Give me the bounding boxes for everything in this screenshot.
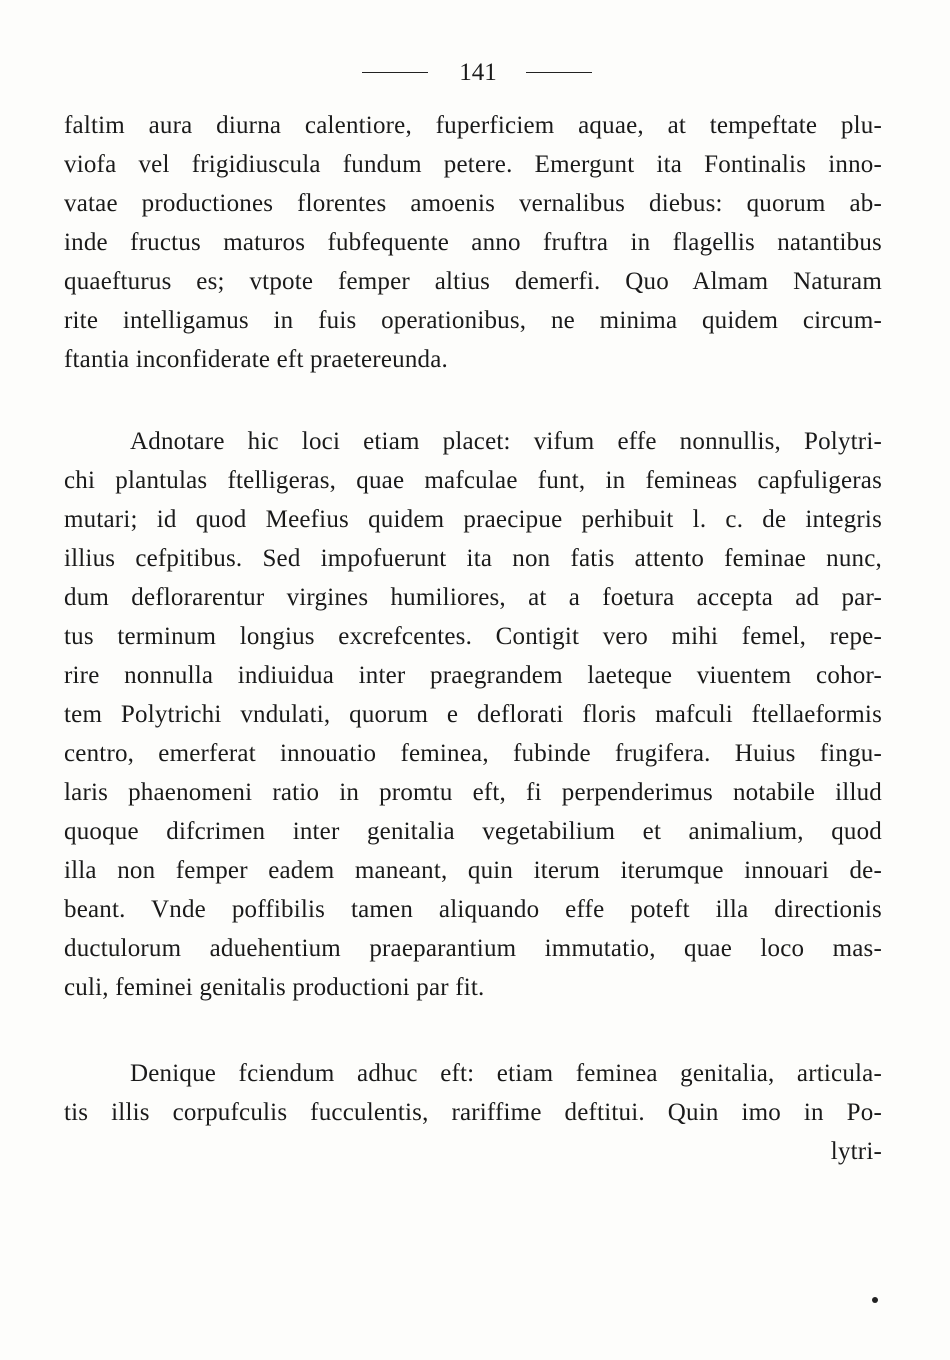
text-line: viofa vel frigidiuscula fundum petere. Emergunt ita Fontinalis inno- (64, 151, 882, 178)
text-line: Denique fciendum adhuc eft: etiam feminea genitalia, articula- (130, 1060, 882, 1087)
text-line: tus terminum longius excrefcentes. Contigit vero mihi femel, repe- (64, 623, 882, 650)
text-line: illius cefpitibus. Sed impofuerunt ita non fatis attento feminae nunc, (64, 545, 882, 572)
header-rule-left (362, 72, 428, 73)
text-line: rire nonnulla indiuidua inter praegrandem laeteque viuentem cohor- (64, 662, 882, 689)
page-number: 141 (459, 59, 497, 86)
text-line: ftantia inconfiderate eft praetereunda. (64, 346, 448, 373)
text-line: faltim aura diurna calentiore, fuperficiem aquae, at tempeftate plu- (64, 112, 882, 139)
catchword: lytri- (830, 1138, 882, 1165)
text-line: centro, emerferat innouatio feminea, fubinde frugifera. Huius fingu- (64, 740, 882, 767)
text-line: tis illis corpufculis fucculentis, rariffime deftitui. Quin imo in Po- (64, 1099, 882, 1126)
page-header (0, 58, 950, 88)
paragraph-3 (64, 1054, 882, 1171)
text-line: Adnotare hic loci etiam placet: vifum effe nonnullis, Polytri- (130, 428, 882, 455)
text-line: mutari; id quod Meefius quidem praecipue perhibuit l. c. de integris (64, 506, 882, 533)
text-line: chi plantulas ftelligeras, quae mafculae funt, in femineas capfuliger​as (64, 467, 882, 494)
paragraph-1 (64, 106, 882, 379)
text-line: vatae productiones florentes amoenis vernalibus diebus: quorum ab- (64, 190, 882, 217)
text-line: quaefturus es; vtpote femper altius demerfi. Quo Almam Naturam (64, 268, 882, 295)
text-line: laris phaenomeni ratio in promtu eft, fi perpenderimus notabile illud (64, 779, 882, 806)
text-line: dum deflorarentur virgines humiliores, at a foetura accepta ad par- (64, 584, 882, 611)
header-rule-right (526, 72, 592, 73)
text-line: rite intelligamus in fuis operationibus, ne minima quidem circum- (64, 307, 882, 334)
text-line: beant. Vnde poffibilis tamen aliquando effe poteft illa directionis (64, 896, 882, 923)
ink-spot (872, 1297, 878, 1303)
text-line: quoque difcrimen inter genitalia vegetabilium et animalium, quod (64, 818, 882, 845)
paragraph-2 (64, 422, 882, 1007)
text-line: culi, feminei genitalis productioni par fit. (64, 974, 485, 1001)
text-line: illa non femper eadem maneant, quin iterum iterumque innouari de- (64, 857, 882, 884)
text-line: inde fructus maturos fubfequente anno fruftra in flagellis natantibus (64, 229, 882, 256)
text-line: tem Polytrichi vndulati, quorum e deflorati floris mafculi ftellaeformis (64, 701, 882, 728)
text-line: ductulorum aduehentium praeparantium immutatio, quae loco mas- (64, 935, 882, 962)
